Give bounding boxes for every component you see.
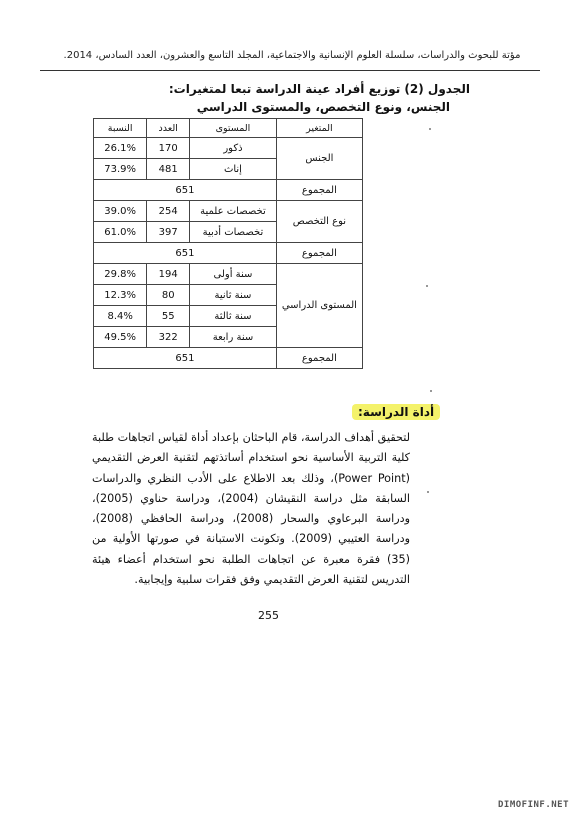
body-paragraph: لتحقيق أهداف الدراسة، قام الباحثان بإعداد أداة لقياس اتجاهات طلبة كلية التربية الأساسية نحو استخدام أساتذتهم لتقنية العرض التقديمي (Power Point)، وذلك بعد الاطلاع على الأدب النظري والدراسات السابقة مثل دراسة النقيشان (2004)، ودراسة حناوي (2005)، ودراسة البرعاوي والسحار (2008)، ودراسة الحافظي (2008)، ودراسة العتيبي (2009). وتكونت الاستبانة في صورتها الأولية من (35) فقرة معبرة عن اتجاهات الطلبة نحو استخدام أعضاء هيئة التدريس لتقنية العرض التقديمي وفق فقرات سلبية وإيجابية.	[92, 431, 410, 587]
header-rule	[40, 70, 540, 71]
cell-count: 397	[147, 222, 190, 243]
col-header-percent: النسبة	[94, 119, 147, 138]
cell-percent: 29.8%	[94, 264, 147, 285]
cell-percent: 8.4%	[94, 306, 147, 327]
table-caption: الجدول (2) توزيع أفراد عينة الدراسة تبعا لمتغيرات:	[168, 82, 470, 96]
table-row	[94, 201, 363, 222]
col-header-count: العدد	[147, 119, 190, 138]
cell-total: 651	[94, 243, 277, 264]
cell-percent: 26.1%	[94, 138, 147, 159]
cell-count: 194	[147, 264, 190, 285]
cell-percent: 61.0%	[94, 222, 147, 243]
col-header-variable: المتغير	[276, 119, 362, 138]
cell-level: سنة رابعة	[190, 327, 277, 348]
cell-level: إناث	[190, 159, 277, 180]
cell-count: 80	[147, 285, 190, 306]
page-number: 255	[258, 609, 279, 622]
cell-count: 254	[147, 201, 190, 222]
scan-speck	[426, 285, 428, 287]
cell-percent: 73.9%	[94, 159, 147, 180]
scan-speck	[430, 390, 432, 392]
cell-percent: 39.0%	[94, 201, 147, 222]
cell-total: 651	[94, 348, 277, 369]
cell-variable: نوع التخصص	[276, 201, 362, 243]
cell-count: 170	[147, 138, 190, 159]
section-heading: أداة الدراسة:	[352, 404, 440, 420]
cell-level: تخصصات علمية	[190, 201, 277, 222]
cell-total-label: المجموع	[276, 348, 362, 369]
cell-total: 651	[94, 180, 277, 201]
cell-count: 481	[147, 159, 190, 180]
journal-header: مؤتة للبحوث والدراسات، سلسلة العلوم الإنسانية والاجتماعية، المجلد التاسع والعشرون، العدد السادس، 2014.	[63, 50, 521, 61]
table-total-row	[94, 348, 363, 369]
cell-level: سنة أولى	[190, 264, 277, 285]
table-header-row	[94, 119, 363, 138]
cell-level: تخصصات أدبية	[190, 222, 277, 243]
scan-speck	[427, 491, 429, 493]
cell-count: 322	[147, 327, 190, 348]
table-row	[94, 264, 363, 285]
table-total-row	[94, 243, 363, 264]
scan-speck	[429, 128, 431, 130]
cell-total-label: المجموع	[276, 180, 362, 201]
table-total-row	[94, 180, 363, 201]
cell-variable: الجنس	[276, 138, 362, 180]
cell-total-label: المجموع	[276, 243, 362, 264]
table-caption-subtitle: الجنس، ونوع التخصص، والمستوى الدراسي	[196, 100, 450, 114]
site-watermark: DIMOFINF.NET	[498, 800, 570, 810]
col-header-level: المستوى	[190, 119, 277, 138]
cell-level: ذكور	[190, 138, 277, 159]
cell-count: 55	[147, 306, 190, 327]
cell-variable: المستوى الدراسي	[276, 264, 362, 348]
sample-distribution-table	[93, 118, 363, 369]
cell-level: سنة ثانية	[190, 285, 277, 306]
table-row	[94, 138, 363, 159]
cell-percent: 12.3%	[94, 285, 147, 306]
cell-level: سنة ثالثة	[190, 306, 277, 327]
cell-percent: 49.5%	[94, 327, 147, 348]
